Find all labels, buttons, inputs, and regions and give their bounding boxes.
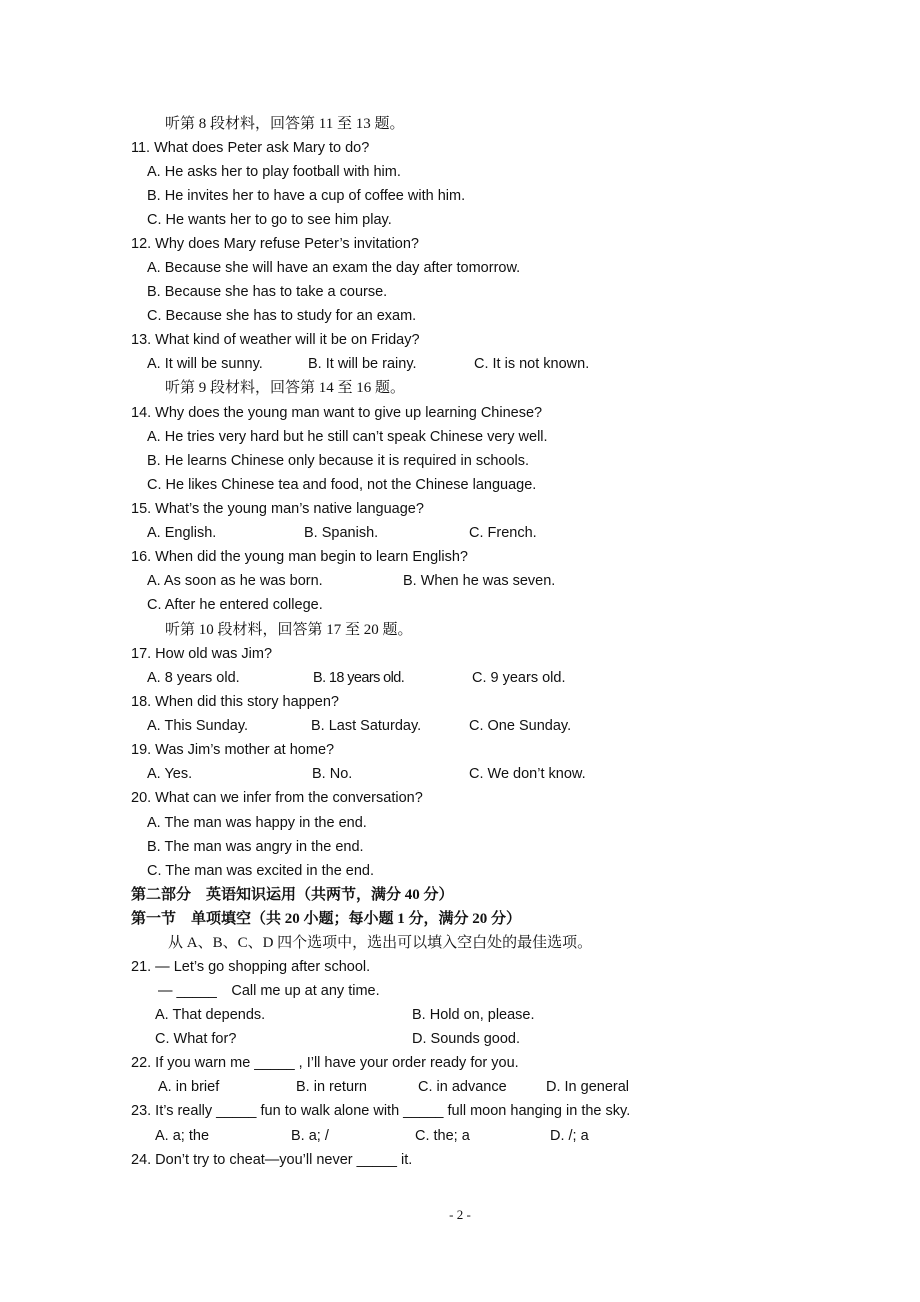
q23-option-c: C. the; a [415,1128,470,1144]
q16-option-c: C. After he entered college. [147,597,323,613]
q24-stem: 24. Don’t try to cheat—you’ll never _____ it. [131,1152,413,1168]
q17-option-b: B. 18 years old. [313,670,405,686]
q20-option-c: C. The man was excited in the end. [147,863,375,879]
q11-option-c: C. He wants her to go to see him play. [147,212,392,228]
part2-section1-title: 第一节 单项填空（共 20 小题；每小题 1 分，满分 20 分） [131,911,522,927]
q22-option-a: A. in brief [158,1079,220,1095]
q12-option-a: A. Because she will have an exam the day after tomorrow. [147,260,521,276]
q21-stem: 21. — Let’s go shopping after school. [131,959,371,975]
q20-option-a: A. The man was happy in the end. [147,815,367,831]
q20-option-b: B. The man was angry in the end. [147,839,364,855]
q15-option-b: B. Spanish. [304,525,379,541]
q18-option-a: A. This Sunday. [147,718,249,734]
q17-option-c: C. 9 years old. [472,670,566,686]
q23-option-d: D. /; a [550,1128,589,1144]
q17-option-a: A. 8 years old. [147,670,240,686]
q13-option-a: A. It will be sunny. [147,356,263,372]
q19-option-b: B. No. [312,766,353,782]
part2-title: 第二部分 英语知识运用（共两节，满分 40 分） [131,887,454,903]
q21-option-a: A. That depends. [155,1007,266,1023]
q16-option-b: B. When he was seven. [403,573,556,589]
q21-option-b: B. Hold on, please. [412,1007,535,1023]
q11-option-a: A. He asks her to play football with him. [147,164,401,180]
q13-option-c: C. It is not known. [474,356,590,372]
q14-stem: 14. Why does the young man want to give up learning Chinese? [131,405,543,421]
q16-stem: 16. When did the young man begin to learn English? [131,549,468,565]
q19-option-c: C. We don’t know. [469,766,586,782]
q18-option-c: C. One Sunday. [469,718,572,734]
q23-option-a: A. a; the [155,1128,210,1144]
q21-option-d: D. Sounds good. [412,1031,521,1047]
q12-option-b: B. Because she has to take a course. [147,284,388,300]
q15-option-c: C. French. [469,525,537,541]
q14-option-b: B. He learns Chinese only because it is required in schools. [147,453,530,469]
q14-option-c: C. He likes Chinese tea and food, not the Chinese language. [147,477,537,493]
q12-option-c: C. Because she has to study for an exam. [147,308,417,324]
q11-option-b: B. He invites her to have a cup of coffee with him. [147,188,466,204]
part2-section1-instructions: 从 A、B、C、D 四个选项中，选出可以填入空白处的最佳选项。 [168,935,593,951]
q22-option-d: D. In general [546,1079,630,1095]
q23-stem: 23. It’s really _____ fun to walk alone with _____ full moon hanging in the sky. [131,1103,631,1119]
q13-option-b: B. It will be rainy. [308,356,417,372]
q19-option-a: A. Yes. [147,766,193,782]
q18-stem: 18. When did this story happen? [131,694,339,710]
s10-intro: 听第 10 段材料，回答第 17 至 20 题。 [165,622,413,638]
q22-option-c: C. in advance [418,1079,507,1095]
q17-stem: 17. How old was Jim? [131,646,273,662]
q15-stem: 15. What’s the young man’s native language? [131,501,424,517]
s9-intro: 听第 9 段材料，回答第 14 至 16 题。 [165,380,406,396]
q22-option-b: B. in return [296,1079,367,1095]
q23-option-b: B. a; / [291,1128,329,1144]
q19-stem: 19. Was Jim’s mother at home? [131,742,335,758]
q13-stem: 13. What kind of weather will it be on Friday? [131,332,420,348]
page-number: - 2 - [449,1207,471,1222]
q18-option-b: B. Last Saturday. [311,718,422,734]
q22-stem: 22. If you warn me _____ , I’ll have your order ready for you. [131,1055,519,1071]
q11-stem: 11. What does Peter ask Mary to do? [131,140,370,156]
q21-stem-reply: — _____ Call me up at any time. [158,983,380,999]
q14-option-a: A. He tries very hard but he still can’t speak Chinese very well. [147,429,548,445]
s8-intro: 听第 8 段材料，回答第 11 至 13 题。 [165,116,405,132]
q20-stem: 20. What can we infer from the conversation? [131,790,423,806]
q12-stem: 12. Why does Mary refuse Peter’s invitation? [131,236,419,252]
q21-option-c: C. What for? [155,1031,237,1047]
q16-option-a: A. As soon as he was born. [147,573,323,589]
q15-option-a: A. English. [147,525,217,541]
